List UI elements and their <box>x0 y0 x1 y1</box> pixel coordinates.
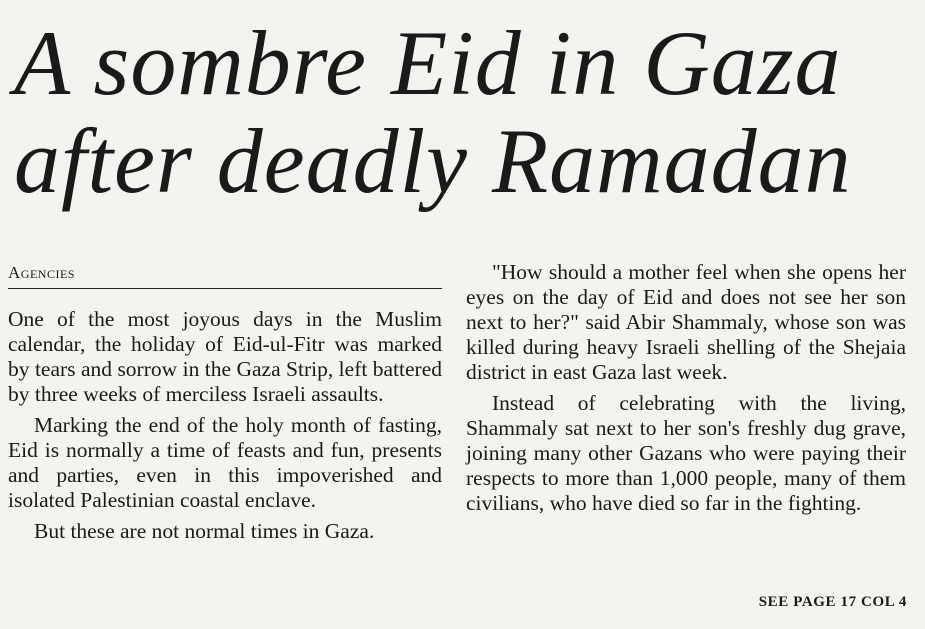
right-column <box>466 260 906 522</box>
paragraph-3: But these are not normal times in Gaza. <box>34 519 375 543</box>
paragraph-5: Instead of celebrating with the living, Shammaly sat next to her son's freshly dug grave, joining many other Gazans who were paying their respects to more than 1,000 people, many of them civilians, who have died so far in the fighting. <box>466 391 906 515</box>
headline <box>14 14 914 210</box>
paragraph-2: Marking the end of the holy month of fasting, Eid is normally a time of feasts and fun, presents and parties, even in this impoverished and isolated Palestinian coastal enclave. <box>8 413 442 512</box>
headline-line-1: A sombre Eid in Gaza <box>14 12 842 114</box>
byline: Agencies <box>8 260 442 289</box>
paragraph-4: "How should a mother feel when she opens her eyes on the day of Eid and does not see her son next to her?" said Abir Shammaly, whose son was killed during heavy Israeli shelling of the Shejaia district in east Gaza last week. <box>466 260 906 384</box>
paragraph-1: One of the most joyous days in the Muslim calendar, the holiday of Eid-ul-Fitr was marked by tears and sorrow in the Gaza Strip, left battered by three weeks of merciless Israeli assaults. <box>8 307 442 406</box>
left-column <box>8 260 442 550</box>
continuation-note: SEE PAGE 17 COL 4 <box>758 594 907 610</box>
headline-line-2: after deadly Ramadan <box>14 110 852 212</box>
